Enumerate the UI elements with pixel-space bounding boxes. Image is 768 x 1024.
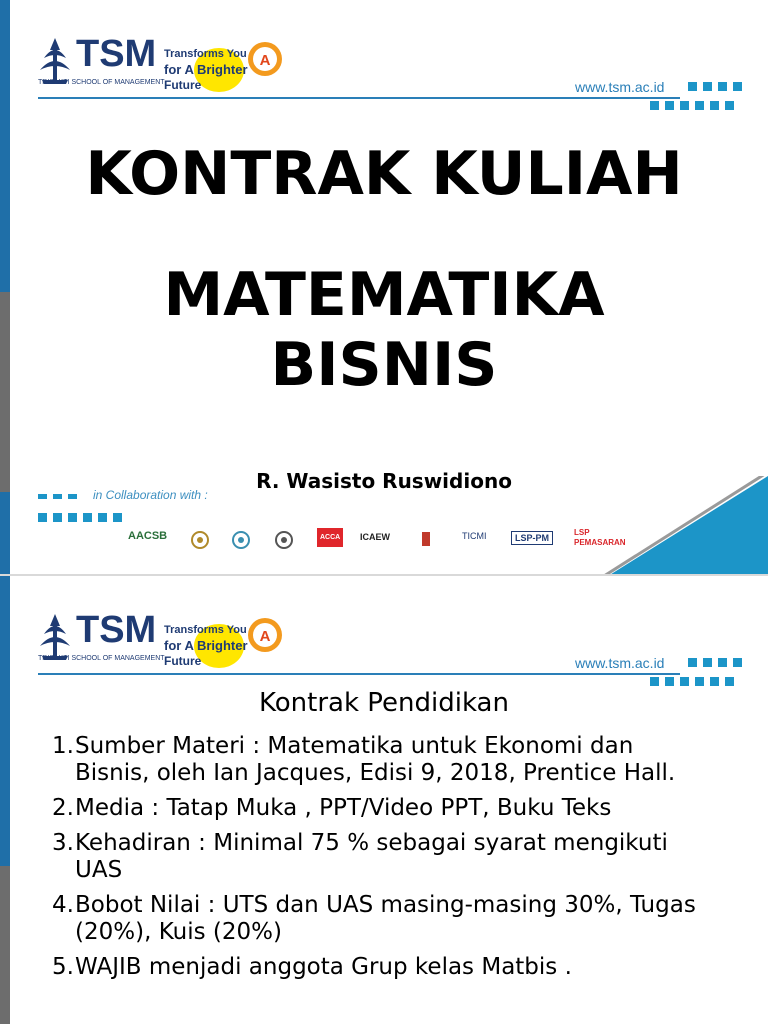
list-text: Kehadiran : Minimal 75 % sebagai syarat mengikuti UAS (75, 830, 668, 883)
tsm-logo (38, 610, 288, 670)
tagline-line-1: Transforms You (164, 48, 247, 60)
partner-logo-lsp-pemasaran: LSP PEMASARAN (574, 528, 626, 547)
list-item (54, 954, 714, 981)
tagline-line-2: for A Brighter (164, 62, 248, 77)
tagline (164, 38, 248, 92)
slide-2-title: Kontrak Pendidikan (259, 688, 509, 718)
crest-icon (418, 530, 434, 550)
corner-triangle-decor (588, 476, 768, 576)
partner-logo-icaew: ICAEW (360, 532, 390, 542)
tagline-line-3: Future (164, 654, 202, 668)
tagline-line-2: for A Brighter (164, 638, 248, 653)
tagline-line-3: Future (164, 78, 202, 92)
tsm-logo (38, 34, 288, 94)
list-text: Bobot Nilai : UTS dan UAS masing-masing 30%, Tugas (20%), Kuis (20%) (75, 892, 696, 945)
list-item (54, 892, 714, 946)
accreditation-a-badge-icon (246, 612, 284, 658)
list-text: WAJIB menjadi anggota Grup kelas Matbis . (75, 954, 572, 980)
list-number: 4. (52, 892, 74, 918)
header-divider (38, 673, 680, 675)
author-name: R. Wasisto Ruswidiono (256, 469, 512, 493)
list-number: 5. (52, 954, 74, 980)
decor-squares (688, 82, 738, 116)
seal-icon (190, 530, 210, 550)
contract-list (54, 733, 714, 989)
list-text: Media : Tatap Muka , PPT/Video PPT, Buku Teks (75, 795, 612, 821)
svg-text:A: A (259, 628, 271, 645)
list-number: 2. (52, 795, 74, 821)
logo-subtitle: TRISAKTI SCHOOL OF MANAGEMENT (38, 655, 165, 662)
header-divider (38, 97, 680, 99)
list-text: Sumber Materi : Matematika untuk Ekonomi dan Bisnis, oleh Ian Jacques, Edisi 9, 2018, Prentice Hall. (75, 733, 676, 786)
slide-1-title (0, 140, 768, 400)
list-item (54, 830, 714, 884)
logo-subtitle: TRISAKTI SCHOOL OF MANAGEMENT (38, 79, 165, 86)
list-number: 3. (52, 830, 74, 856)
tagline-line-1: Transforms You (164, 624, 247, 636)
partner-logo-acca: ACCA (317, 528, 343, 547)
logo-text: TSM (76, 609, 157, 651)
collaboration-label: in Collaboration with : (93, 488, 208, 502)
title-bisnis: BISNIS (270, 330, 498, 400)
website-url: www.tsm.ac.id (575, 655, 665, 671)
logo-text: TSM (76, 33, 157, 75)
accreditation-a-badge-icon (246, 36, 284, 82)
seal-icon (274, 530, 294, 550)
partner-logo-ticmi: TICMI (462, 531, 487, 541)
list-item (54, 733, 714, 787)
list-item (54, 795, 714, 822)
left-accent-bar-lower (0, 492, 10, 576)
title-matematika: MATEMATIKA (163, 260, 605, 330)
title-kontrak-kuliah: KONTRAK KULIAH (85, 139, 683, 209)
tagline (164, 614, 248, 668)
list-number: 1. (52, 733, 74, 759)
seal-icon (231, 530, 251, 550)
svg-text:A: A (259, 52, 271, 69)
slide-header (0, 0, 768, 120)
partner-logos (128, 528, 628, 556)
partner-logo-aacsb: AACSB (128, 530, 168, 542)
footer-decor-squares (38, 494, 98, 528)
partner-logo-lsp-pm: LSP-PM (511, 531, 553, 545)
left-accent-bar-gray (0, 866, 10, 1024)
website-url: www.tsm.ac.id (575, 79, 665, 95)
slide-header (0, 576, 768, 696)
